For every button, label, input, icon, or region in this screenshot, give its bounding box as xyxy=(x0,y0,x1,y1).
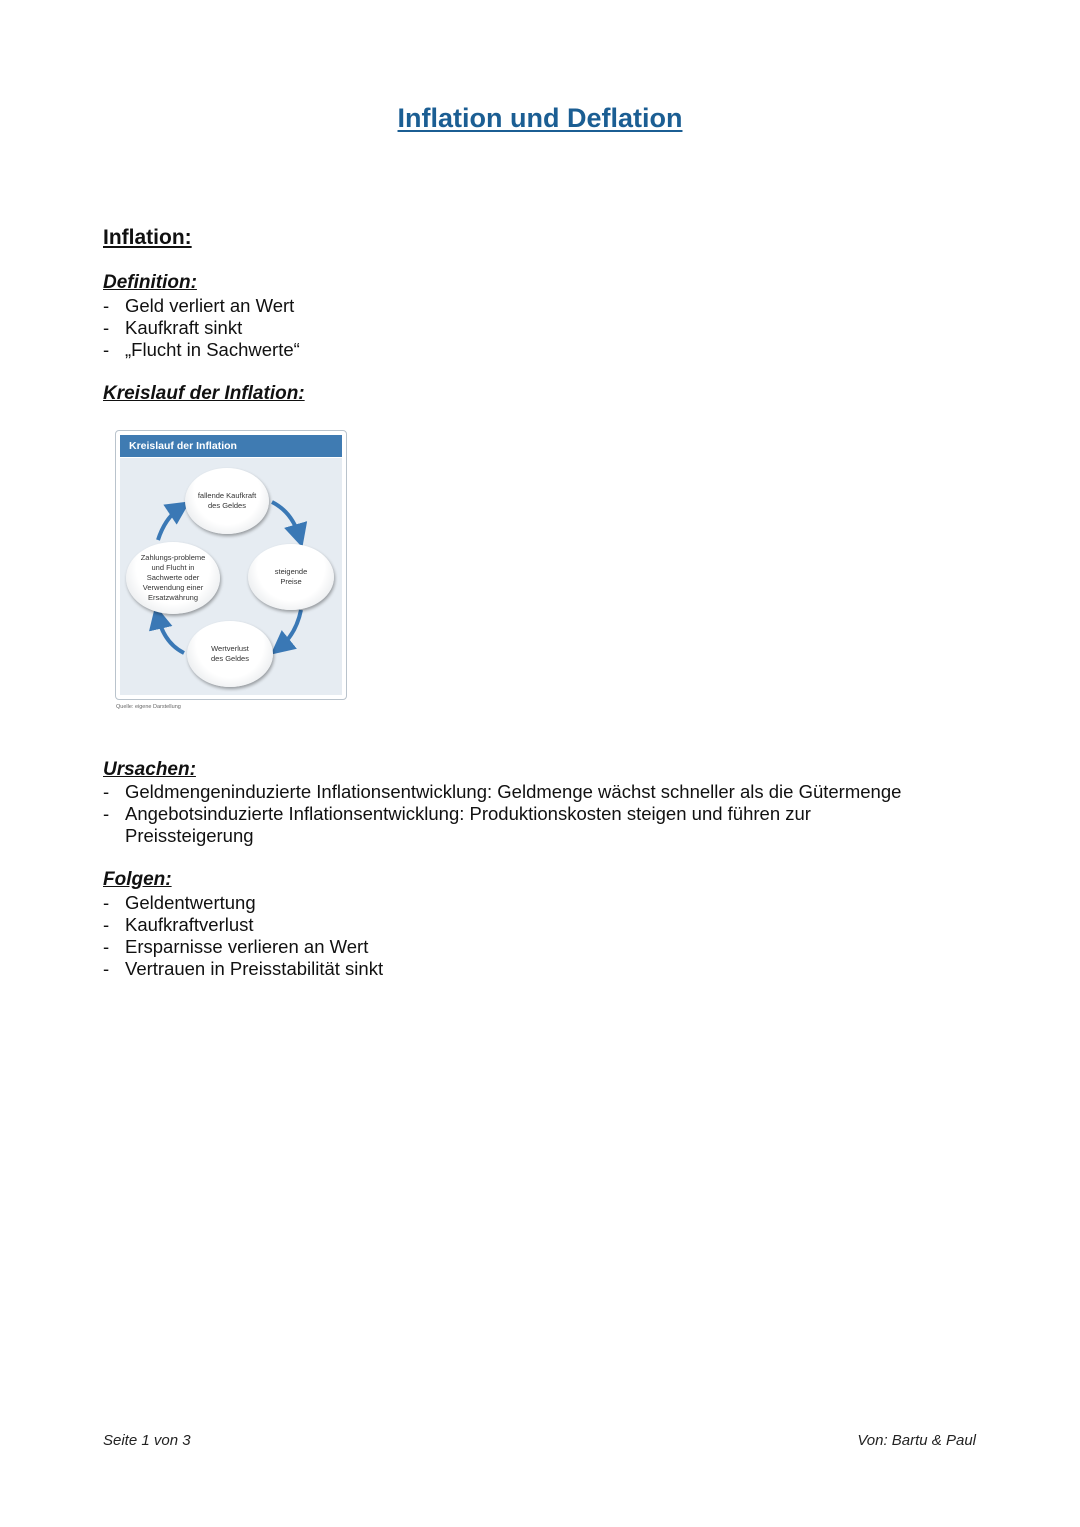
list-item: - Kaufkraft sinkt xyxy=(103,317,243,338)
ursachen-heading: Ursachen: xyxy=(103,759,196,780)
list-item: - Kaufkraftverlust xyxy=(103,914,254,935)
definition-heading: Definition: xyxy=(103,272,197,293)
definition-list xyxy=(103,295,983,361)
arrow-bottom-right xyxy=(280,610,301,647)
node-fallende-kaufkraft: fallende Kaufkraft des Geldes xyxy=(185,468,269,534)
footer-page-number: Seite 1 von 3 xyxy=(103,1432,191,1449)
list-item: - Geldmengeninduzierte Inflationsentwicklung: Geldmenge wächst schneller als die Gütermenge xyxy=(103,781,902,802)
figure-title: Kreislauf der Inflation xyxy=(120,435,342,457)
list-item: - Geld verliert an Wert xyxy=(103,295,295,316)
list-item: - „Flucht in Sachwerte“ xyxy=(103,339,300,360)
folgen-list xyxy=(103,892,983,980)
list-item: - Geldentwertung xyxy=(103,892,256,913)
arrow-top-left xyxy=(158,508,180,540)
node-steigende-preise: steigende Preise xyxy=(248,544,334,610)
list-item: - Angebotsinduzierte Inflationsentwicklung: Produktionskosten steigen und führen zur Preissteigerung xyxy=(103,803,811,846)
node-wertverlust: Wertverlust des Geldes xyxy=(187,621,273,687)
folgen-heading: Folgen: xyxy=(103,869,172,890)
figure-body xyxy=(120,458,342,695)
ursachen-list xyxy=(103,781,983,847)
kreislauf-heading: Kreislauf der Inflation: xyxy=(103,383,305,404)
page-title: Inflation und Deflation xyxy=(397,103,683,133)
list-item: - Ersparnisse verlieren an Wert xyxy=(103,936,369,957)
arrow-bottom-left xyxy=(158,617,184,653)
footer-authors: Von: Bartu & Paul xyxy=(857,1432,976,1449)
list-item: - Vertrauen in Preisstabilität sinkt xyxy=(103,958,384,979)
figure-caption: Quelle: eigene Darstellung xyxy=(116,704,181,710)
node-zahlungsprobleme: Zahlungs-probleme und Flucht in Sachwerte oder Verwendung einer Ersatzwährung xyxy=(126,542,220,614)
section-heading-inflation: Inflation: xyxy=(103,226,192,249)
arrow-top-right xyxy=(272,502,299,536)
inflation-cycle-figure xyxy=(115,430,347,700)
